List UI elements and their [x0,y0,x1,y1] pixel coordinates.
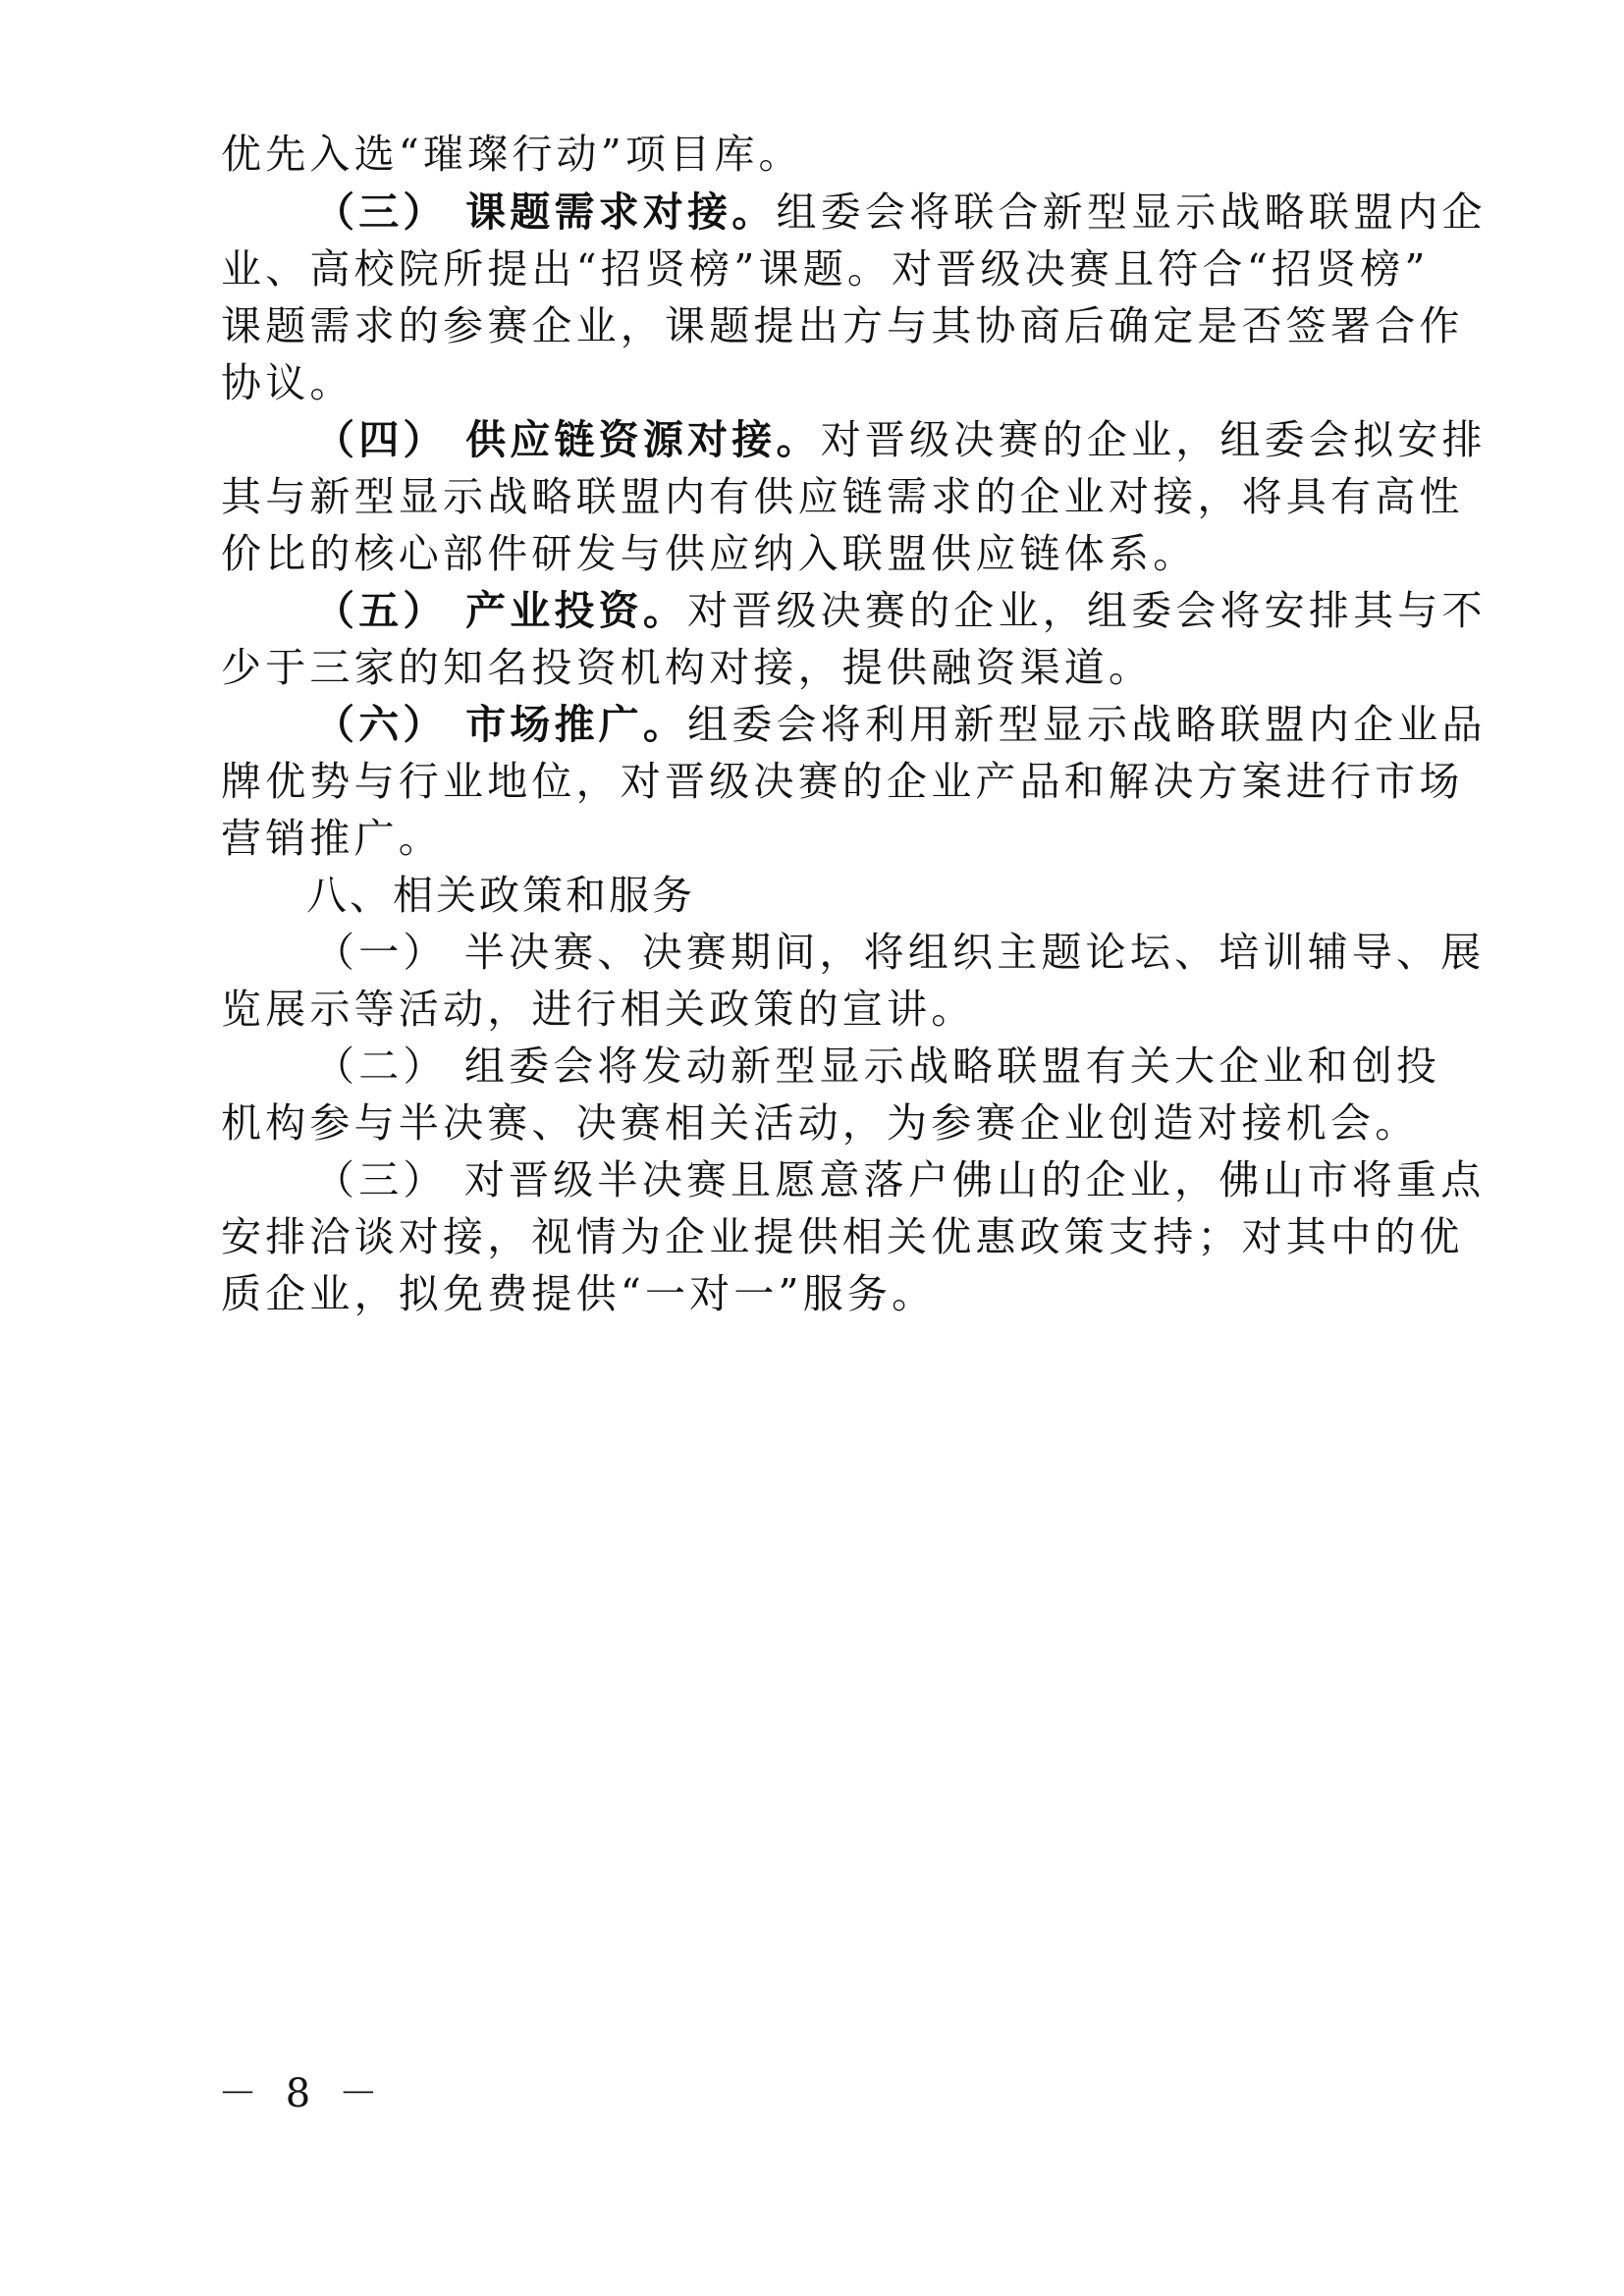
section-title: 八、相关政策和服务 [306,872,695,919]
paragraph-line: 价比的核心部件研发与供应纳入联盟供应链体系。 [221,530,1198,577]
item-heading: （五） 产业投资。 [314,587,688,634]
paragraph-line: 业、高校院所提出“招贤榜”课题。对晋级决赛且符合“招贤榜” [221,245,1430,293]
paragraph-line: 览展示等活动，进行相关政策的宣讲。 [221,986,976,1033]
paragraph-text: 组委会将利用新型显示战略联盟内企业品 [687,701,1487,748]
paragraph-line: 质企业，拟免费提供“一对一”服务。 [221,1270,937,1317]
paragraph-line: （二） 组委会将发动新型显示战略联盟有关大企业和创投 [314,1042,1441,1090]
paragraph-line: 少于三家的知名投资机构对接，提供融资渠道。 [221,644,1154,691]
page-number: － 8 － [218,2071,386,2116]
paragraph-text: 对晋级决赛的企业，组委会拟安排 [820,416,1487,463]
paragraph-line: （三） 对晋级半决赛且愿意落户佛山的企业，佛山市将重点 [314,1156,1486,1203]
paragraph-line: 营销推广。 [221,815,443,862]
paragraph-line: 课题需求的参赛企业，课题提出方与其协商后确定是否签署合作 [221,302,1464,349]
paragraph-line: 安排洽谈对接，视情为企业提供相关优惠政策支持；对其中的优 [221,1213,1464,1260]
item-heading: （四） 供应链资源对接。 [314,416,821,463]
paragraph-line: 协议。 [221,359,354,406]
paragraph-line: （一） 半决赛、决赛期间，将组织主题论坛、培训辅导、展 [314,929,1486,976]
paragraph-line: 其与新型显示战略联盟内有供应链需求的企业对接，将具有高性 [221,473,1464,520]
paragraph-text: 组委会将联合新型显示战略联盟内企 [776,188,1487,236]
paragraph-line: 牌优势与行业地位，对晋级决赛的企业产品和解决方案进行市场 [221,758,1464,805]
paragraph-line [314,410,1487,469]
item-heading: （六） 市场推广。 [314,701,688,748]
paragraph-text: 对晋级决赛的企业，组委会将安排其与不 [687,587,1487,634]
paragraph-line: 机构参与半决赛、决赛相关活动，为参赛企业创造对接机会。 [221,1099,1420,1147]
item-heading: （三） 课题需求对接。 [314,188,777,236]
paragraph-line [314,695,1487,754]
paragraph-line: 优先入选“璀璨行动”项目库。 [221,131,803,178]
paragraph-line [314,581,1487,640]
paragraph-line [314,183,1487,241]
